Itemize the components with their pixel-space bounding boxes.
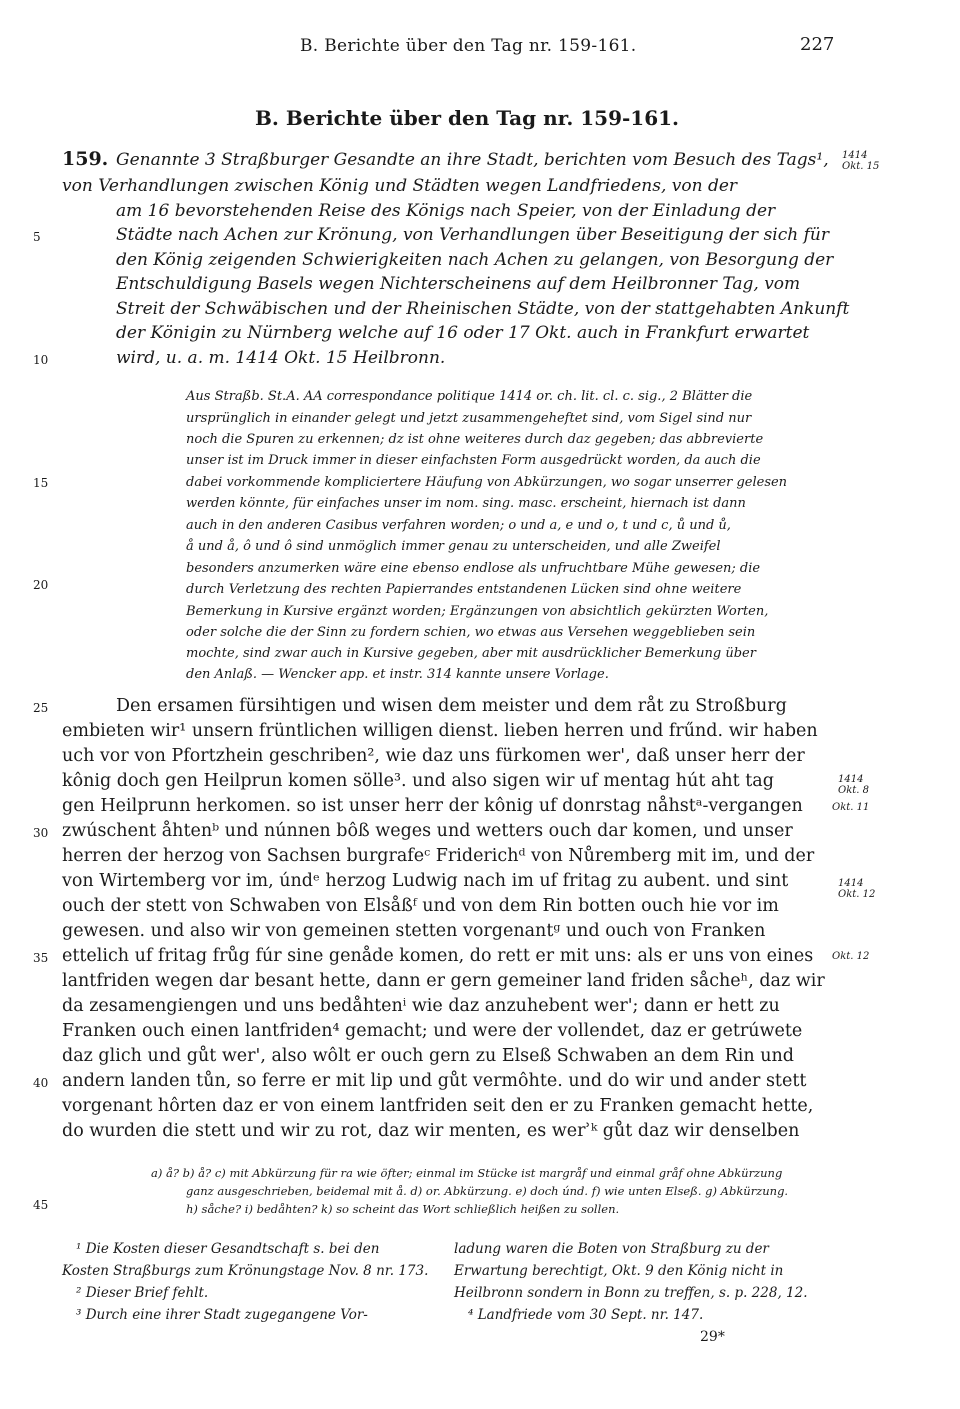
footnote-line: ladung waren die Boten von Straßburg zu der	[454, 1241, 769, 1257]
footnote-line: ³ Durch eine ihrer Stadt zugegangene Vor-	[76, 1307, 368, 1323]
text-line: embieten wir¹ unsern früntlichen willigen dienst. lieben herren und frűnd. wir haben	[62, 721, 818, 741]
line-number: 15	[33, 476, 49, 490]
note-line: den Anlaß. — Wencker app. et instr. 314 kannte unsere Vorlage.	[186, 667, 609, 682]
line-number: 45	[33, 1198, 49, 1212]
line-number: 20	[33, 578, 49, 592]
margin-date: 1414 Okt. 12	[838, 878, 876, 900]
section-heading: B. Berichte über den Tag nr. 159-161.	[255, 106, 680, 130]
regest-line: Städte nach Achen zur Krönung, von Verhandlungen über Beseitigung der sich für	[116, 225, 829, 245]
footnote-line: ⁴ Landfriede vom 30 Sept. nr. 147.	[468, 1307, 704, 1323]
margin-date: 1414 Okt. 15	[842, 150, 880, 172]
text-line: daz glich und gůt wer', also wôlt er ouch gern zu Elseß Schwaben an dem Rin und	[62, 1046, 794, 1066]
note-line: noch die Spuren zu erkennen; dz ist ohne weiteres durch daz gegeben; das abbrevierte	[186, 432, 764, 447]
line-number: 5	[33, 230, 41, 244]
signature-mark: 29*	[700, 1329, 725, 1345]
text-line: von Wirtemberg vor im, úndᵉ herzog Ludwig nach im uf fritag zu aubent. und sint	[62, 871, 789, 891]
regest-line: Entschuldigung Basels wegen Nichterscheinens auf dem Heilbronner Tag, vom	[116, 274, 801, 294]
margin-date: Okt. 12	[832, 951, 870, 962]
note-line: å und å, ô und ô sind unmöglich immer genau zu unterscheiden, und alle Zweifel	[186, 539, 721, 554]
margin-date: Okt. 11	[832, 802, 870, 813]
footnote-line: Heilbronn sondern in Bonn zu treffen, s. p. 228, 12.	[454, 1285, 808, 1301]
regest-line: den König zeigenden Schwierigkeiten nach Achen zu gelangen, von Besorgung der	[116, 250, 834, 270]
regest-line: wird, u. a. m. 1414 Okt. 15 Heilbronn.	[116, 348, 446, 368]
regest-line: Streit der Schwäbischen und der Rheinischen Städte, von der stattgehabten Ankunft	[116, 299, 850, 319]
line-number: 10	[33, 353, 49, 367]
text-line: ettelich uf fritag frůg fúr sine genåde komen, do rett er mit uns: als er uns von eines	[62, 946, 814, 966]
regest-line: der Königin zu Nürnberg welche auf 16 oder 17 Okt. auch in Frankfurt erwartet	[116, 323, 810, 343]
note-line: Bemerkung in Kursive ergänzt worden; Ergänzungen von absichtlich gekürzten Worten,	[186, 604, 769, 619]
footnote-line: Erwartung berechtigt, Okt. 9 den König nicht in	[454, 1263, 784, 1279]
apparatus-line: ganz ausgeschrieben, beidemal mit å. d) or. Abkürzung. e) doch únd. f) wie unten Elseß. g) Abkürzung.	[186, 1184, 789, 1198]
text-line: do wurden die stett und wir zu rot, daz wir menten, es werʾᵏ gůt daz wir denselben	[62, 1121, 800, 1141]
text-line: zwúschent åhtenᵇ und núnnen bôß weges und wetters ouch dar komen, und unser	[62, 821, 793, 841]
text-line: Den ersamen fürsihtigen und wisen dem meister und dem råt zu Stroßburg	[116, 696, 787, 716]
apparatus-line: a) å? b) å? c) mit Abkürzung für ra wie öfter; einmal im Stücke ist margråf und einmal gråf ohne Abkürzung	[151, 1166, 783, 1180]
regest-line: am 16 bevorstehenden Reise des Königs nach Speier, von der Einladung der	[116, 201, 776, 221]
text-line: gewesen. und also wir von gemeinen stetten vorgenantᵍ und ouch von Franken	[62, 921, 766, 941]
regest-line: von Verhandlungen zwischen König und Städten wegen Landfriedens, von der	[62, 176, 738, 196]
note-line: auch in den anderen Casibus verfahren worden; o und a, e und o, t und c, ů und ů,	[186, 518, 731, 533]
text-line: herren der herzog von Sachsen burgrafeᶜ Friderichᵈ von Nůremberg mit im, und der	[62, 846, 815, 866]
line-number: 35	[33, 951, 49, 965]
text-line: lantfriden wegen dar besant hette, dann er gern gemeiner land friden såcheʰ, daz wir	[62, 971, 825, 991]
footnote-line: ¹ Die Kosten dieser Gesandtschaft s. bei den	[76, 1241, 380, 1257]
running-title: B. Berichte über den Tag nr. 159-161.	[300, 36, 637, 56]
text-line: vorgenant hôrten daz er von einem lantfriden seit den er zu Franken gemacht hette,	[62, 1096, 814, 1116]
text-line: andern landen tůn, so ferre er mit lip und gůt vermôhte. und do wir und ander stett	[62, 1071, 807, 1091]
note-line: dabei vorkommende kompliciertere Häufung von Abkürzungen, wo sogar unserrer gelesen	[186, 475, 788, 490]
note-line: werden könnte, für einfaches unser im nom. sing. masc. erscheint, hiernach ist dann	[186, 496, 746, 511]
apparatus-line: h) såche? i) bedåhten? k) so scheint das Wort schließlich heißen zu sollen.	[186, 1202, 620, 1216]
text-line: kônig doch gen Heilprun komen sölle³. und also sigen wir uf mentag hút aht tag	[62, 771, 774, 791]
text-line: ouch der stett von Schwaben von Elsåßᶠ und von dem Rin botten ouch hie vor im	[62, 896, 779, 916]
line-number: 40	[33, 1076, 49, 1090]
note-line: unser ist im Druck immer in dieser einfachsten Form ausgedrückt worden, da auch die	[186, 453, 761, 468]
text-line: uch vor von Pfortzhein geschriben², wie daz uns fürkomen wer', daß unser herr der	[62, 746, 805, 766]
text-line: da zesamengiengen und uns bedåhtenⁱ wie daz anzuhebent wer'; dann er hett zu	[62, 996, 780, 1016]
document-number: 159.	[62, 148, 109, 170]
footnote-line: ² Dieser Brief fehlt.	[76, 1285, 209, 1301]
note-line: besonders anzumerken wäre eine ebenso endlose als unfruchtbare Mühe gewesen; die	[186, 561, 761, 576]
regest-line: Genannte 3 Straßburger Gesandte an ihre Stadt, berichten vom Besuch des Tags¹,	[116, 150, 829, 170]
text-line: Franken ouch einen lantfriden⁴ gemacht; und were der vollendet, daz er getrúwete	[62, 1021, 803, 1041]
note-line: oder solche die der Sinn zu fordern schien, wo etwas aus Versehen weggeblieben sein	[186, 625, 756, 640]
page-number: 227	[800, 34, 835, 55]
note-line: durch Verletzung des rechten Papierrandes entstandenen Lücken sind ohne weitere	[186, 582, 742, 597]
margin-date: 1414 Okt. 8	[838, 774, 869, 796]
footnote-line: Kosten Straßburgs zum Krönungstage Nov. 8 nr. 173.	[62, 1263, 429, 1279]
line-number: 30	[33, 826, 49, 840]
note-line: Aus Straßb. St.A. AA correspondance politique 1414 or. ch. lit. cl. c. sig., 2 Blätter die	[186, 389, 753, 404]
line-number: 25	[33, 701, 49, 715]
text-line: gen Heilprunn herkomen. so ist unser herr der kônig uf donrstag nåhstᵃ-vergangen	[62, 796, 803, 816]
note-line: ursprünglich in einander gelegt und jetzt zusammengeheftet sind, vom Sigel sind nur	[186, 411, 752, 426]
note-line: mochte, sind zwar auch in Kursive gegeben, aber mit ausdrücklicher Bemerkung über	[186, 646, 756, 661]
